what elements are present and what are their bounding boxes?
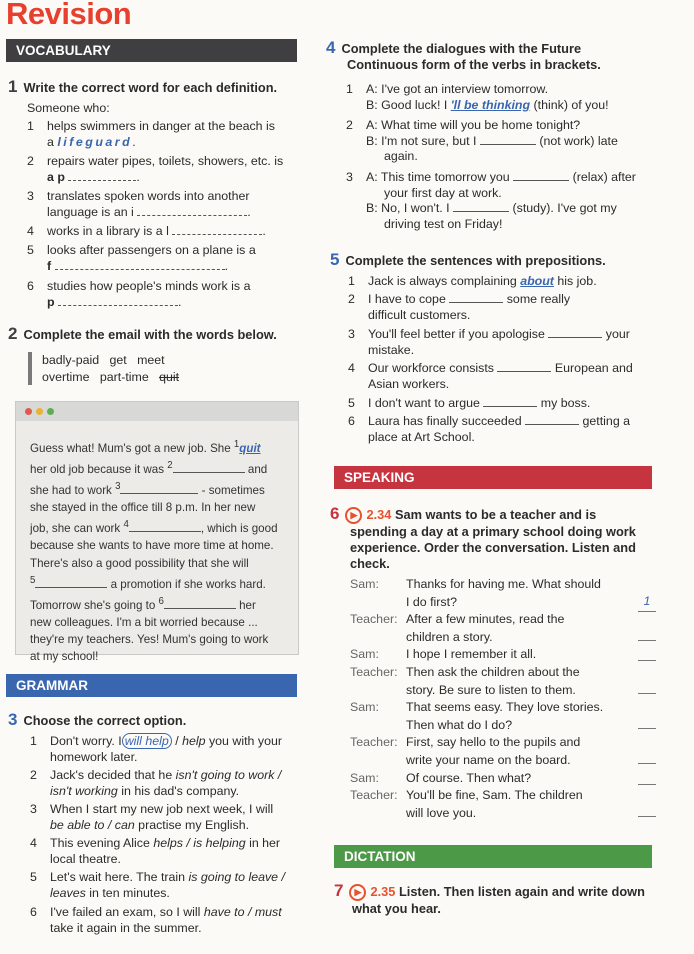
ex4-number: 4 — [326, 38, 336, 57]
ex5-blank-3[interactable] — [548, 327, 602, 338]
order-box[interactable] — [638, 772, 656, 785]
email-blank-5[interactable] — [35, 577, 107, 588]
ex1-item-2: 2 repairs water pipes, toilets, showers, etc. is a p . — [27, 154, 284, 184]
ex5-blank-5[interactable] — [483, 396, 537, 407]
order-box[interactable] — [638, 804, 656, 817]
ex1-intro: Someone who: — [27, 101, 110, 115]
ex4-heading: 4 Complete the dialogues with the Future Continuous form of the verbs in brackets. — [326, 38, 601, 72]
ex3-item-6: 6 I've failed an exam, so I will have to / must take it again in the summer. — [30, 905, 282, 935]
ex5-item-6: 6 Laura has finally succeeded getting a place at Art School. — [348, 414, 631, 444]
ex6-conversation — [350, 576, 658, 822]
ex1-blank-5[interactable] — [55, 259, 225, 270]
ex1-item-4: 4 works in a library is a l . — [27, 224, 266, 238]
vocabulary-section-header: VOCABULARY — [6, 39, 297, 62]
ex6-heading: 6 ▶ 2.34 Sam wants to be a teacher and is spending a day at a primary school doing work experience. Order the conversation. Listen and check. — [330, 504, 636, 572]
close-dot-icon — [25, 408, 32, 415]
ex1-item-3: 3 translates spoken words into another language is an i . — [27, 189, 251, 219]
conversation-line: Teacher: First, say hello to the pupils and write your name on the board. — [350, 734, 658, 769]
ex5-blank-4[interactable] — [497, 361, 551, 372]
order-box[interactable] — [638, 628, 656, 641]
ex5-item-2: 2 I have to cope some really difficult customers. — [348, 292, 571, 322]
ex3-item-2: 2 Jack's decided that he isn't going to work / isn't working in his dad's company. — [30, 768, 282, 798]
conversation-line: Sam: Of course. Then what? — [350, 770, 658, 788]
ex4-blank-3b[interactable] — [453, 201, 509, 212]
audio-play-icon[interactable]: ▶ — [345, 507, 362, 524]
ex4-item-2: 2 A: What time will you be home tonight? B: I'm not sure, but I (not work) late again. — [346, 118, 618, 163]
ex1-heading — [8, 79, 277, 96]
conversation-line: Teacher: You'll be fine, Sam. The children will love you. — [350, 787, 658, 822]
ex5-item-4: 4 Our workforce consists European and Asian workers. — [348, 361, 633, 391]
ex4-answer-1: 'll be thinking — [450, 97, 531, 112]
email-blank-3[interactable] — [120, 483, 198, 494]
maximize-dot-icon — [47, 408, 54, 415]
email-titlebar — [16, 402, 298, 421]
ex1-blank-2[interactable] — [68, 170, 136, 181]
ex6-track-number: 2.34 — [366, 507, 392, 522]
speaking-section-header: SPEAKING — [334, 466, 652, 489]
ex5-blank-2[interactable] — [449, 292, 503, 303]
ex1-number: 1 — [8, 77, 18, 96]
ex3-item-4: 4 This evening Alice helps / is helping in her local theatre. — [30, 836, 281, 866]
conversation-line: Teacher: Then ask the children about the story. Be sure to listen to them. — [350, 664, 658, 699]
email-body: Guess what! Mum's got a new job. She $^1$quit her old job because it was $^2$ and she had to work $^3$ - sometimes she stayed in the office till 8 p.m. In her new job, she can work $^4$ , which is good because she wants to have more time at home. There's also a good possibility that she will $^5$ a promotion if she works hard. Tomorrow she's going to $^6$ her new colleagues. I'm a bit worried because ... they're my teachers. Yes! Mum's going to work at my school! — [30, 439, 278, 664]
ex4-blank-2[interactable] — [480, 134, 536, 145]
dictation-section-header: DICTATION — [334, 845, 652, 868]
ex1-blank-4[interactable] — [172, 224, 262, 235]
ex3-number: 3 — [8, 710, 18, 729]
crossed-out-word: quit — [159, 369, 180, 384]
grammar-section-header: GRAMMAR — [6, 674, 297, 697]
ex5-blank-6[interactable] — [525, 414, 579, 425]
conversation-line: Teacher: After a few minutes, read the children a story. — [350, 611, 658, 646]
ex3-item-3: 3 When I start my new job next week, I will be able to / can practise my English. — [30, 802, 274, 832]
ex7-number: 7 — [334, 881, 344, 900]
ex1-blank-6[interactable] — [58, 295, 178, 306]
conversation-line: Sam: Thanks for having me. What should I do first? 1 — [350, 576, 658, 611]
ex1-answer-lifeguard: lifeguard — [57, 134, 133, 149]
ex5-heading: 5 Complete the sentences with prepositions. — [330, 250, 606, 269]
ex7-heading: 7 ▶ 2.35 Listen. Then listen again and write down what you hear. — [334, 881, 645, 917]
order-box[interactable] — [638, 716, 656, 729]
ex3-item-1: 1 Don't worry. I will help / help you with your homework later. — [30, 734, 282, 764]
ex4-item-1: 1 A: I've got an interview tomorrow. B: Good luck! I 'll be thinking (think) of you! — [346, 82, 609, 112]
email-blank-6[interactable] — [164, 598, 236, 609]
conversation-line: Sam: I hope I remember it all. — [350, 646, 658, 664]
ex1-instruction: Write the correct word for each definition. — [23, 80, 278, 95]
circled-answer: will help — [122, 733, 172, 749]
page-title: Revision — [6, 0, 132, 31]
email-blank-2[interactable] — [173, 462, 245, 473]
order-box[interactable] — [638, 648, 656, 661]
ex2-instruction: Complete the email with the words below. — [23, 327, 277, 342]
ex6-number: 6 — [330, 504, 340, 523]
order-box[interactable] — [638, 681, 656, 694]
ex7-track-number: 2.35 — [370, 884, 396, 899]
email-blank-4[interactable] — [129, 521, 201, 532]
order-box[interactable] — [638, 751, 656, 764]
ex2-heading — [8, 326, 277, 343]
ex3-item-5: 5 Let's wait here. The train is going to leave / leaves in ten minutes. — [30, 870, 285, 900]
ex1-item-5: 5 looks after passengers on a plane is a f . — [27, 243, 256, 273]
ex5-answer-1: about — [520, 274, 554, 288]
email-answer-1: quit — [239, 441, 261, 455]
ex1-blank-3[interactable] — [137, 205, 247, 216]
minimize-dot-icon — [36, 408, 43, 415]
ex1-item-6: 6 studies how people's minds work is a p . — [27, 279, 251, 309]
ex5-number: 5 — [330, 250, 340, 269]
email-panel — [15, 401, 299, 664]
ex2-number: 2 — [8, 324, 18, 343]
ex4-item-3: 3 A: This time tomorrow you (relax) after your first day at work. B: No, I won't. I (study). I've got my driving test on Friday! — [346, 170, 636, 231]
ex1-item-1: 1 helps swimmers in danger at the beach is a lifeguard. — [27, 119, 275, 149]
audio-play-icon[interactable]: ▶ — [349, 884, 366, 901]
ex4-blank-3a[interactable] — [513, 170, 569, 181]
conversation-line: Sam: That seems easy. They love stories. Then what do I do? — [350, 699, 658, 734]
ex3-instruction: Choose the correct option. — [23, 713, 187, 728]
ex5-item-3: 3 You'll feel better if you apologise your mistake. — [348, 327, 630, 357]
ex2-word-box: badly-paid get meet overtime part-time quit — [28, 352, 302, 385]
ex5-item-1: 1 Jack is always complaining about his job. — [348, 274, 597, 288]
ex5-item-5: 5 I don't want to argue my boss. — [348, 396, 591, 410]
order-box[interactable]: 1 — [638, 593, 656, 612]
ex3-heading — [8, 712, 186, 729]
